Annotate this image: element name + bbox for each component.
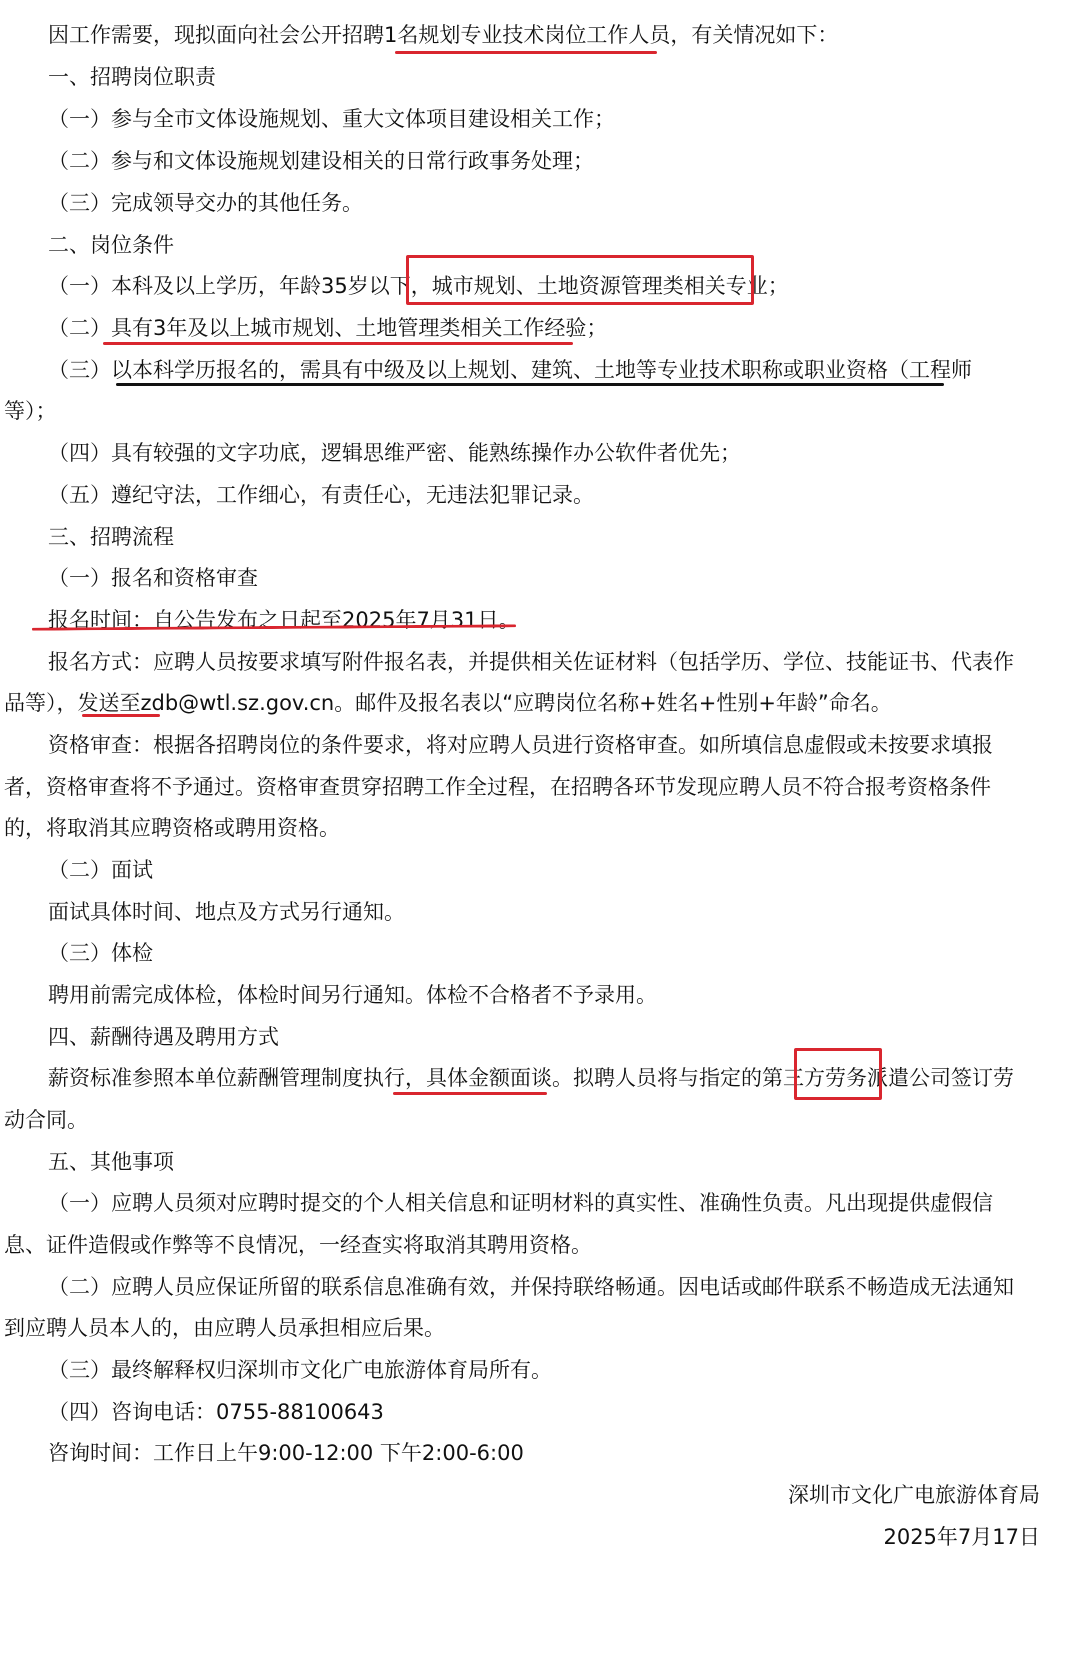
section-3-title: 三、招聘流程 bbox=[48, 525, 174, 549]
duty-item-1: （一）参与全市文体设施规划、重大文体项目建设相关工作； bbox=[48, 107, 615, 131]
requirement-item-3-cont: 等）； bbox=[4, 399, 57, 423]
duty-item-3: （三）完成领导交办的其他任务。 bbox=[48, 191, 363, 215]
registration-method-cont: 品等），发送至zdb@wtl.sz.gov.cn。邮件及报名表以“应聘岗位名称+姓名+性别+年龄”命名。 bbox=[4, 691, 892, 715]
duty-item-2: （二）参与和文体设施规划建设相关的日常行政事务处理； bbox=[48, 149, 594, 173]
consult-phone: （四）咨询电话：0755-88100643 bbox=[48, 1400, 384, 1424]
interview-info: 面试具体时间、地点及方式另行通知。 bbox=[48, 900, 405, 924]
other-item-1-cont: 息、证件造假或作弊等不良情况，一经查实将取消其聘用资格。 bbox=[4, 1233, 592, 1257]
signature-org: 深圳市文化广电旅游体育局 bbox=[788, 1483, 1040, 1507]
requirement-item-3: （三）以本科学历报名的，需具有中级及以上规划、建筑、土地等专业技术职称或职业资格（工程师 bbox=[48, 358, 972, 382]
physical-exam-info: 聘用前需完成体检，体检时间另行通知。体检不合格者不予录用。 bbox=[48, 983, 657, 1007]
other-item-2: （二）应聘人员应保证所留的联系信息准确有效，并保持联络畅通。因电话或邮件联系不畅造成无法通知 bbox=[48, 1275, 1014, 1299]
subsection-registration: （一）报名和资格审查 bbox=[48, 566, 258, 590]
red-underline-position bbox=[395, 51, 657, 54]
requirement-item-5: （五）遵纪守法，工作细心，有责任心，无违法犯罪记录。 bbox=[48, 483, 594, 507]
requirement-item-1: （一）本科及以上学历，年龄35岁以下，城市规划、土地资源管理类相关专业； bbox=[48, 274, 789, 298]
qualification-review-cont-1: 者，资格审查将不予通过。资格审查贯穿招聘工作全过程，在招聘各环节发现应聘人员不符合报考资格条件 bbox=[4, 775, 991, 799]
requirement-item-2: （二）具有3年及以上城市规划、土地管理类相关工作经验； bbox=[48, 316, 608, 340]
consult-hours: 咨询时间：工作日上午9:00-12:00 下午2:00-6:00 bbox=[48, 1441, 524, 1465]
qualification-review: 资格审查：根据各招聘岗位的条件要求，将对应聘人员进行资格审查。如所填信息虚假或未按要求填报 bbox=[48, 733, 993, 757]
subsection-interview: （二）面试 bbox=[48, 858, 153, 882]
salary-paragraph: 薪资标准参照本单位薪酬管理制度执行，具体金额面谈。拟聘人员将与指定的第三方劳务派遣公司签订劳 bbox=[48, 1066, 1014, 1090]
other-item-2-cont: 到应聘人员本人的，由应聘人员承担相应后果。 bbox=[4, 1316, 445, 1340]
section-1-title: 一、招聘岗位职责 bbox=[48, 65, 216, 89]
signature-date: 2025年7月17日 bbox=[883, 1525, 1040, 1549]
intro-paragraph: 因工作需要，现拟面向社会公开招聘1名规划专业技术岗位工作人员，有关情况如下： bbox=[48, 23, 839, 47]
requirement-item-4: （四）具有较强的文字功底，逻辑思维严密、能熟练操作办公软件者优先； bbox=[48, 441, 741, 465]
section-2-title: 二、岗位条件 bbox=[48, 233, 174, 257]
registration-method: 报名方式：应聘人员按要求填写附件报名表，并提供相关佐证材料（包括学历、学位、技能证书、代表作 bbox=[48, 650, 1014, 674]
salary-paragraph-cont: 动合同。 bbox=[4, 1108, 88, 1132]
other-item-3: （三）最终解释权归深圳市文化广电旅游体育局所有。 bbox=[48, 1358, 552, 1382]
qualification-review-cont-2: 的，将取消其应聘资格或聘用资格。 bbox=[4, 816, 340, 840]
section-5-title: 五、其他事项 bbox=[48, 1150, 174, 1174]
section-4-title: 四、薪酬待遇及聘用方式 bbox=[48, 1025, 279, 1049]
other-item-1: （一）应聘人员须对应聘时提交的个人相关信息和证明材料的真实性、准确性负责。凡出现提供虚假信 bbox=[48, 1191, 993, 1215]
subsection-physical-exam: （三）体检 bbox=[48, 941, 153, 965]
registration-time: 报名时间：自公告发布之日起至2025年7月31日。 bbox=[48, 608, 520, 632]
